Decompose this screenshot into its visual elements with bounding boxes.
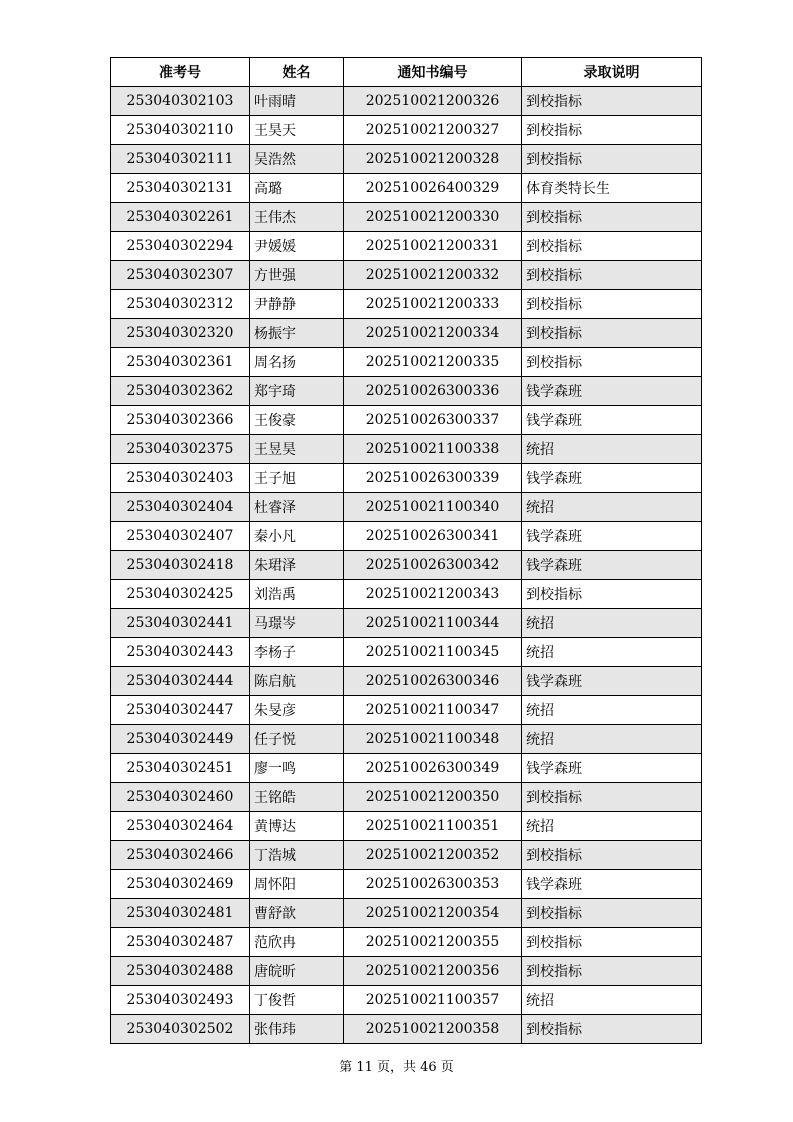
admission-note-cell: 钱学森班 [522, 870, 702, 899]
table-row [111, 783, 702, 812]
notice-number-cell: 202510026300336 [344, 377, 522, 406]
student-name-cell: 朱珺泽 [250, 551, 344, 580]
notice-number-cell: 202510021200335 [344, 348, 522, 377]
notice-number-cell: 202510021100357 [344, 986, 522, 1015]
table-row [111, 319, 702, 348]
student-name-cell: 王昊天 [250, 116, 344, 145]
table-row [111, 580, 702, 609]
exam-number-cell: 253040302481 [111, 899, 250, 928]
table-row [111, 203, 702, 232]
student-name-cell: 高璐 [250, 174, 344, 203]
exam-number-cell: 253040302362 [111, 377, 250, 406]
notice-number-cell: 202510021200328 [344, 145, 522, 174]
table-body [111, 87, 702, 1044]
admission-note-cell: 钱学森班 [522, 754, 702, 783]
exam-number-cell: 253040302444 [111, 667, 250, 696]
notice-number-cell: 202510021200356 [344, 957, 522, 986]
admission-note-cell: 钱学森班 [522, 551, 702, 580]
student-name-cell: 刘浩禹 [250, 580, 344, 609]
table-row [111, 1015, 702, 1044]
header-notice-number: 通知书编号 [344, 58, 522, 87]
table-row [111, 841, 702, 870]
admission-note-cell: 到校指标 [522, 899, 702, 928]
notice-number-cell: 202510021200352 [344, 841, 522, 870]
exam-number-cell: 253040302110 [111, 116, 250, 145]
admission-note-cell: 到校指标 [522, 928, 702, 957]
student-name-cell: 尹媛媛 [250, 232, 344, 261]
admission-table [110, 57, 702, 1044]
admission-note-cell: 统招 [522, 725, 702, 754]
table-row [111, 899, 702, 928]
notice-number-cell: 202510026300346 [344, 667, 522, 696]
notice-number-cell: 202510021200334 [344, 319, 522, 348]
exam-number-cell: 253040302307 [111, 261, 250, 290]
student-name-cell: 黄博达 [250, 812, 344, 841]
student-name-cell: 廖一鸣 [250, 754, 344, 783]
table-row [111, 290, 702, 319]
admission-table-wrapper [110, 57, 701, 1044]
notice-number-cell: 202510021100347 [344, 696, 522, 725]
student-name-cell: 方世强 [250, 261, 344, 290]
admission-note-cell: 统招 [522, 435, 702, 464]
table-row [111, 377, 702, 406]
notice-number-cell: 202510021200332 [344, 261, 522, 290]
table-row [111, 493, 702, 522]
exam-number-cell: 253040302320 [111, 319, 250, 348]
table-row [111, 522, 702, 551]
notice-number-cell: 202510026300339 [344, 464, 522, 493]
admission-note-cell: 到校指标 [522, 783, 702, 812]
exam-number-cell: 253040302407 [111, 522, 250, 551]
admission-note-cell: 统招 [522, 812, 702, 841]
notice-number-cell: 202510026300342 [344, 551, 522, 580]
student-name-cell: 丁俊哲 [250, 986, 344, 1015]
admission-note-cell: 到校指标 [522, 145, 702, 174]
notice-number-cell: 202510026300353 [344, 870, 522, 899]
header-admission-note: 录取说明 [522, 58, 702, 87]
exam-number-cell: 253040302131 [111, 174, 250, 203]
admission-note-cell: 统招 [522, 609, 702, 638]
exam-number-cell: 253040302312 [111, 290, 250, 319]
table-row [111, 696, 702, 725]
notice-number-cell: 202510021200331 [344, 232, 522, 261]
table-header-row [111, 58, 702, 87]
table-row [111, 986, 702, 1015]
student-name-cell: 王铭皓 [250, 783, 344, 812]
table-row [111, 725, 702, 754]
student-name-cell: 郑宇琦 [250, 377, 344, 406]
student-name-cell: 王子旭 [250, 464, 344, 493]
table-row [111, 928, 702, 957]
notice-number-cell: 202510021100345 [344, 638, 522, 667]
student-name-cell: 周怀阳 [250, 870, 344, 899]
table-row [111, 116, 702, 145]
notice-number-cell: 202510026300341 [344, 522, 522, 551]
notice-number-cell: 202510026300337 [344, 406, 522, 435]
notice-number-cell: 202510021200333 [344, 290, 522, 319]
student-name-cell: 秦小凡 [250, 522, 344, 551]
notice-number-cell: 202510021200343 [344, 580, 522, 609]
page-footer: 第 11 页，共 46 页 [339, 1060, 454, 1075]
student-name-cell: 杜睿泽 [250, 493, 344, 522]
exam-number-cell: 253040302460 [111, 783, 250, 812]
exam-number-cell: 253040302366 [111, 406, 250, 435]
table-row [111, 551, 702, 580]
exam-number-cell: 253040302469 [111, 870, 250, 899]
table-row [111, 406, 702, 435]
notice-number-cell: 202510021200350 [344, 783, 522, 812]
table-row [111, 435, 702, 464]
admission-note-cell: 到校指标 [522, 319, 702, 348]
exam-number-cell: 253040302493 [111, 986, 250, 1015]
admission-note-cell: 统招 [522, 986, 702, 1015]
exam-number-cell: 253040302261 [111, 203, 250, 232]
student-name-cell: 曹舒歆 [250, 899, 344, 928]
student-name-cell: 张伟玮 [250, 1015, 344, 1044]
student-name-cell: 吴浩然 [250, 145, 344, 174]
student-name-cell: 尹静静 [250, 290, 344, 319]
header-name: 姓名 [250, 58, 344, 87]
admission-note-cell: 钱学森班 [522, 464, 702, 493]
header-exam-number: 准考号 [111, 58, 250, 87]
student-name-cell: 任子悦 [250, 725, 344, 754]
notice-number-cell: 202510021200354 [344, 899, 522, 928]
admission-note-cell: 到校指标 [522, 116, 702, 145]
admission-note-cell: 统招 [522, 493, 702, 522]
student-name-cell: 周名扬 [250, 348, 344, 377]
notice-number-cell: 202510026400329 [344, 174, 522, 203]
exam-number-cell: 253040302403 [111, 464, 250, 493]
admission-note-cell: 到校指标 [522, 290, 702, 319]
admission-note-cell: 钱学森班 [522, 667, 702, 696]
student-name-cell: 丁浩城 [250, 841, 344, 870]
student-name-cell: 马璟岑 [250, 609, 344, 638]
notice-number-cell: 202510026300349 [344, 754, 522, 783]
notice-number-cell: 202510021200326 [344, 87, 522, 116]
student-name-cell: 朱旻彦 [250, 696, 344, 725]
admission-note-cell: 到校指标 [522, 348, 702, 377]
notice-number-cell: 202510021100344 [344, 609, 522, 638]
exam-number-cell: 253040302375 [111, 435, 250, 464]
admission-note-cell: 钱学森班 [522, 406, 702, 435]
student-name-cell: 范欣冉 [250, 928, 344, 957]
notice-number-cell: 202510021200330 [344, 203, 522, 232]
table-row [111, 667, 702, 696]
table-row [111, 145, 702, 174]
admission-note-cell: 钱学森班 [522, 522, 702, 551]
exam-number-cell: 253040302418 [111, 551, 250, 580]
exam-number-cell: 253040302466 [111, 841, 250, 870]
exam-number-cell: 253040302488 [111, 957, 250, 986]
student-name-cell: 王俊豪 [250, 406, 344, 435]
admission-note-cell: 统招 [522, 638, 702, 667]
exam-number-cell: 253040302441 [111, 609, 250, 638]
table-row [111, 870, 702, 899]
admission-note-cell: 到校指标 [522, 1015, 702, 1044]
table-row [111, 812, 702, 841]
exam-number-cell: 253040302443 [111, 638, 250, 667]
exam-number-cell: 253040302464 [111, 812, 250, 841]
exam-number-cell: 253040302294 [111, 232, 250, 261]
admission-note-cell: 体育类特长生 [522, 174, 702, 203]
admission-note-cell: 到校指标 [522, 957, 702, 986]
table-row [111, 464, 702, 493]
table-row [111, 261, 702, 290]
student-name-cell: 杨振宇 [250, 319, 344, 348]
exam-number-cell: 253040302447 [111, 696, 250, 725]
admission-note-cell: 到校指标 [522, 203, 702, 232]
table-row [111, 348, 702, 377]
table-row [111, 957, 702, 986]
student-name-cell: 王昱昊 [250, 435, 344, 464]
table-row [111, 609, 702, 638]
notice-number-cell: 202510021100340 [344, 493, 522, 522]
exam-number-cell: 253040302404 [111, 493, 250, 522]
notice-number-cell: 202510021100348 [344, 725, 522, 754]
exam-number-cell: 253040302451 [111, 754, 250, 783]
admission-note-cell: 统招 [522, 696, 702, 725]
exam-number-cell: 253040302111 [111, 145, 250, 174]
table-row [111, 754, 702, 783]
table-row [111, 232, 702, 261]
exam-number-cell: 253040302425 [111, 580, 250, 609]
student-name-cell: 叶雨晴 [250, 87, 344, 116]
admission-note-cell: 钱学森班 [522, 377, 702, 406]
admission-note-cell: 到校指标 [522, 580, 702, 609]
admission-note-cell: 到校指标 [522, 87, 702, 116]
admission-note-cell: 到校指标 [522, 841, 702, 870]
table-row [111, 638, 702, 667]
admission-note-cell: 到校指标 [522, 232, 702, 261]
student-name-cell: 唐皖昕 [250, 957, 344, 986]
notice-number-cell: 202510021100338 [344, 435, 522, 464]
notice-number-cell: 202510021200327 [344, 116, 522, 145]
exam-number-cell: 253040302103 [111, 87, 250, 116]
admission-note-cell: 到校指标 [522, 261, 702, 290]
notice-number-cell: 202510021100351 [344, 812, 522, 841]
exam-number-cell: 253040302449 [111, 725, 250, 754]
table-row [111, 174, 702, 203]
notice-number-cell: 202510021200358 [344, 1015, 522, 1044]
exam-number-cell: 253040302361 [111, 348, 250, 377]
student-name-cell: 李杨子 [250, 638, 344, 667]
student-name-cell: 陈启航 [250, 667, 344, 696]
exam-number-cell: 253040302502 [111, 1015, 250, 1044]
notice-number-cell: 202510021200355 [344, 928, 522, 957]
student-name-cell: 王伟杰 [250, 203, 344, 232]
exam-number-cell: 253040302487 [111, 928, 250, 957]
table-row [111, 87, 702, 116]
